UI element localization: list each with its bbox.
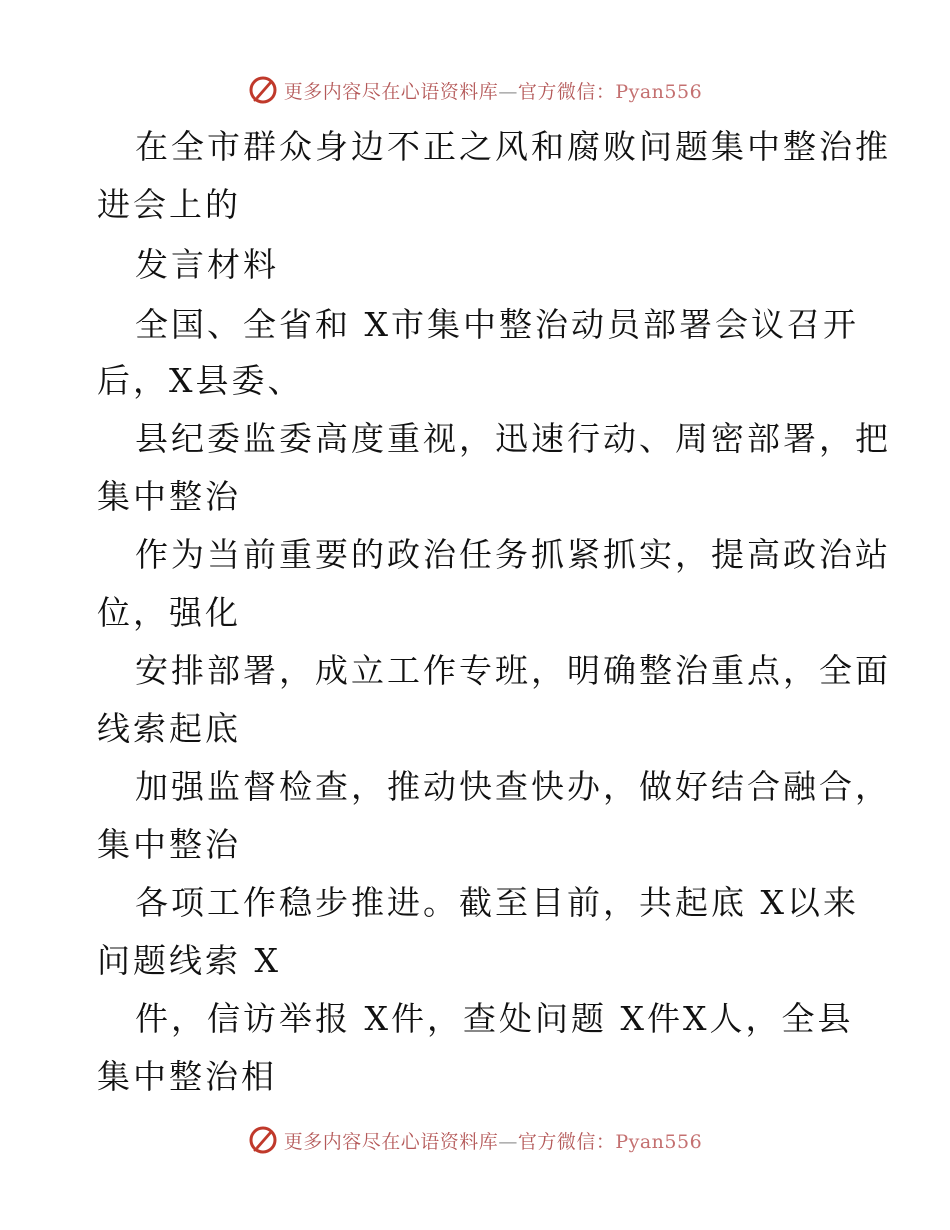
footer-wechat-label: 官方微信： (517, 1130, 616, 1153)
text-line: 加强监督检查，推动快查快办，做好结合融合， (135, 767, 891, 806)
text-line: 安排部署，成立工作专班，明确整治重点，全面 (135, 651, 891, 690)
header-library-name: 更多内容尽在心语资料库 (283, 80, 499, 103)
text-line: 县纪委监委高度重视，迅速行动、周密部署，把 (135, 419, 891, 458)
text-line: 后，X县委、 (97, 361, 304, 400)
header-banner-text (284, 77, 702, 104)
red-quill-pen-logo-icon (248, 75, 278, 105)
text-line: 全国、全省和 X市集中整治动员部署会议召开 (135, 305, 859, 344)
text-line: 集中整治 (97, 477, 241, 516)
text-line: 作为当前重要的政治任务抓紧抓实，提高政治站 (135, 535, 891, 574)
header-wechat-label: 官方微信： (517, 80, 616, 103)
header-separator: — (498, 80, 518, 103)
footer-wechat-id: Pyan556 (615, 1130, 703, 1153)
text-line: 件，信访举报 X件，查处问题 X件X人，全县 (135, 999, 854, 1038)
footer-separator: — (498, 1130, 518, 1153)
footer-banner-text (284, 1127, 702, 1154)
text-line: 问题线索 X (97, 941, 281, 980)
text-line: 在全市群众身边不正之风和腐败问题集中整治推 (135, 127, 891, 166)
header-banner (0, 70, 950, 110)
text-line: 集中整治 (97, 825, 241, 864)
footer-banner (0, 1120, 950, 1160)
footer-library-name: 更多内容尽在心语资料库 (283, 1130, 499, 1153)
header-wechat-id: Pyan556 (615, 80, 703, 103)
red-quill-pen-logo-icon (248, 1125, 278, 1155)
text-line: 各项工作稳步推进。截至目前，共起底 X以来 (135, 883, 859, 922)
text-line: 线索起底 (97, 709, 241, 748)
text-line: 集中整治相 (97, 1057, 277, 1096)
text-line: 位，强化 (97, 593, 241, 632)
text-line: 进会上的 (97, 185, 241, 224)
text-line: 发言材料 (135, 245, 279, 284)
